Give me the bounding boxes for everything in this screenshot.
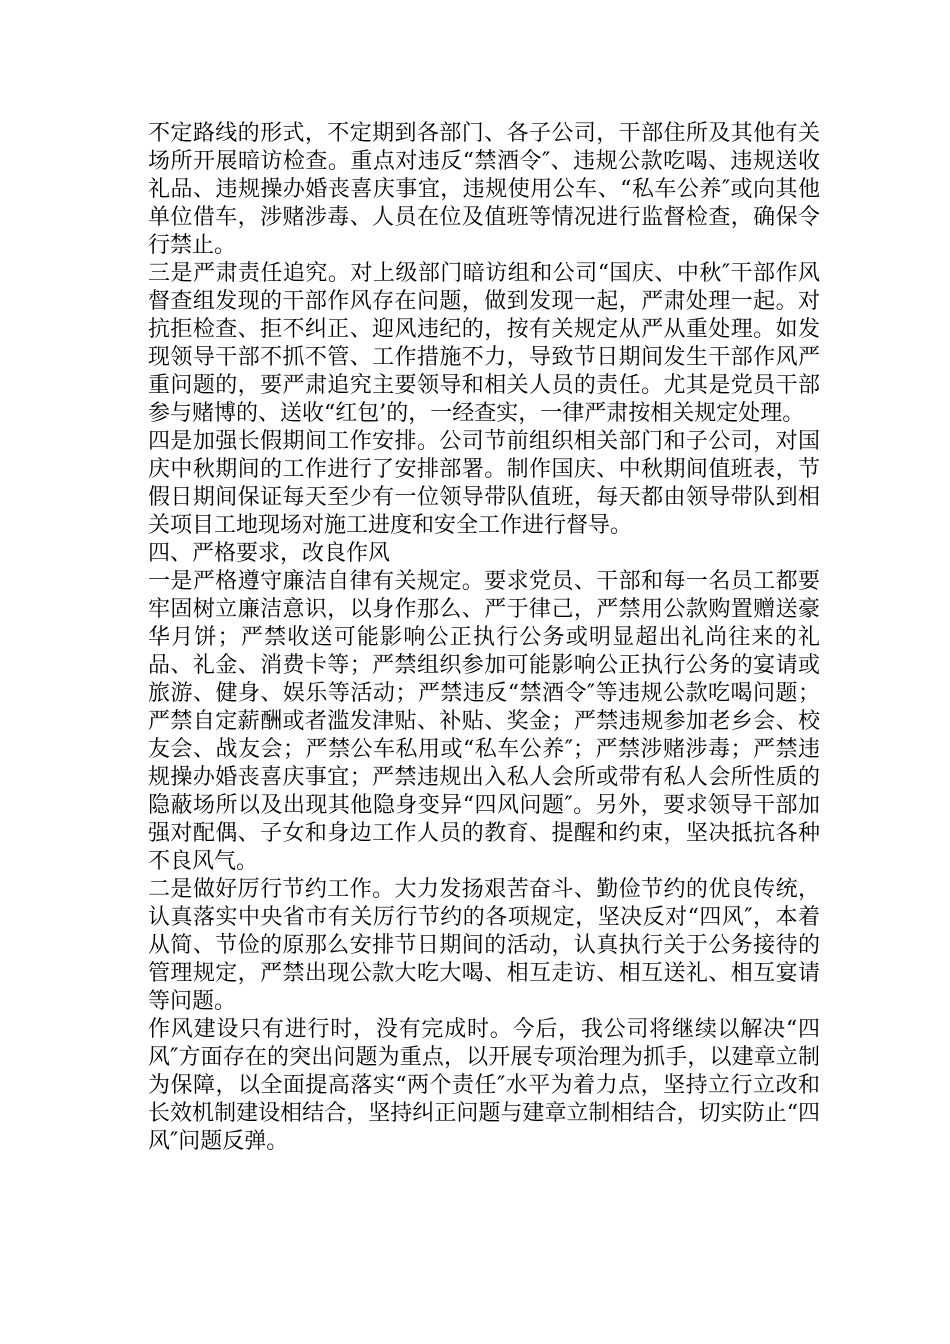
- paragraph-accountability: 三是严肃责任追究。对上级部门暗访组和公司“国庆、中秋″干部作风督查组发现的干部作风存在问题，做到发现一起，严肃处理一起。对抗拒检查、拒不纠正、迎风违纪的，按有关规定从严从重处理。如发现领导干部不抓不管、工作措施不力，导致节日期间发生干部作风严重问题的，要严肃追究主要领导和相关人员的责任。尤其是党员干部参与赌博的、送收“红包’的，一经查实，一律严肃按相关规定处理。: [148, 261, 820, 426]
- paragraph-inspection-methods: 不定路线的形式，不定期到各部门、各子公司，干部住所及其他有关场所开展暗访检查。重点对违反“禁酒令″、违规公款吃喝、违规送收礼品、违规操办婚丧喜庆事宜，违规使用公车、“私车公养″或向其他单位借车，涉赌涉毒、人员在位及值班等情况进行监督检查，确保令行禁止。: [148, 121, 820, 258]
- paragraph-holiday-arrangement: 四是加强长假期间工作安排。公司节前组织相关部门和子公司，对国庆中秋期间的工作进行了安排部署。制作国庆、中秋期间值班表，节假日期间保证每天至少有一位领导带队值班，每天都由领导带队到相关项目工地现场对施工进度和安全工作进行督导。: [148, 429, 820, 538]
- paragraph-thrift: 二是做好厉行节约工作。大力发扬艰苦奋斗、勤俭节约的优良传统，认真落实中央省市有关厉行节约的各项规定，坚决反对“四风″，本着从简、节俭的原那么安排节日期间的活动，认真执行关于公务接待的管理规定，严禁出现公款大吃大喝、相互走访、相互送礼、相互宴请等问题。: [148, 877, 820, 1014]
- paragraph-conclusion: 作风建设只有进行时，没有完成时。今后，我公司将继续以解决“四风″方面存在的突出问题为重点，以开展专项治理为抓手，以建章立制为保障，以全面提高落实“两个责任″水平为着力点，坚持立行立改和长效机制建设相结合，坚持纠正问题与建章立制相结合，切实防止“四风″问题反弹。: [148, 1017, 820, 1154]
- paragraph-integrity-rules: 一是严格遵守廉洁自律有关规定。要求党员、干部和每一名员工都要牢固树立廉洁意识，以身作那么、严于律己，严禁用公款购置赠送豪华月饼；严禁收送可能影响公正执行公务或明显超出礼尚往来的礼品、礼金、消费卡等；严禁组织参加可能影响公正执行公务的宴请或旅游、健身、娱乐等活动；严禁违反“禁酒令″等违规公款吃喝问题；严禁自定薪酬或者滥发津贴、补贴、奖金；严禁违规参加老乡会、校友会、战友会；严禁公车私用或“私车公养″；严禁涉赌涉毒；严禁违规操办婚丧喜庆事宜；严禁违规出入私人会所或带有私人会所性质的隐蔽场所以及出现其他隐身变异“四风问题″。另外，要求领导干部加强对配偶、子女和身边工作人员的教育、提醒和约束，坚决抵抗各种不良风气。: [148, 569, 820, 874]
- section-heading-strict-requirements: 四、严格要求，改良作风: [148, 541, 391, 566]
- document-body: [148, 120, 820, 1156]
